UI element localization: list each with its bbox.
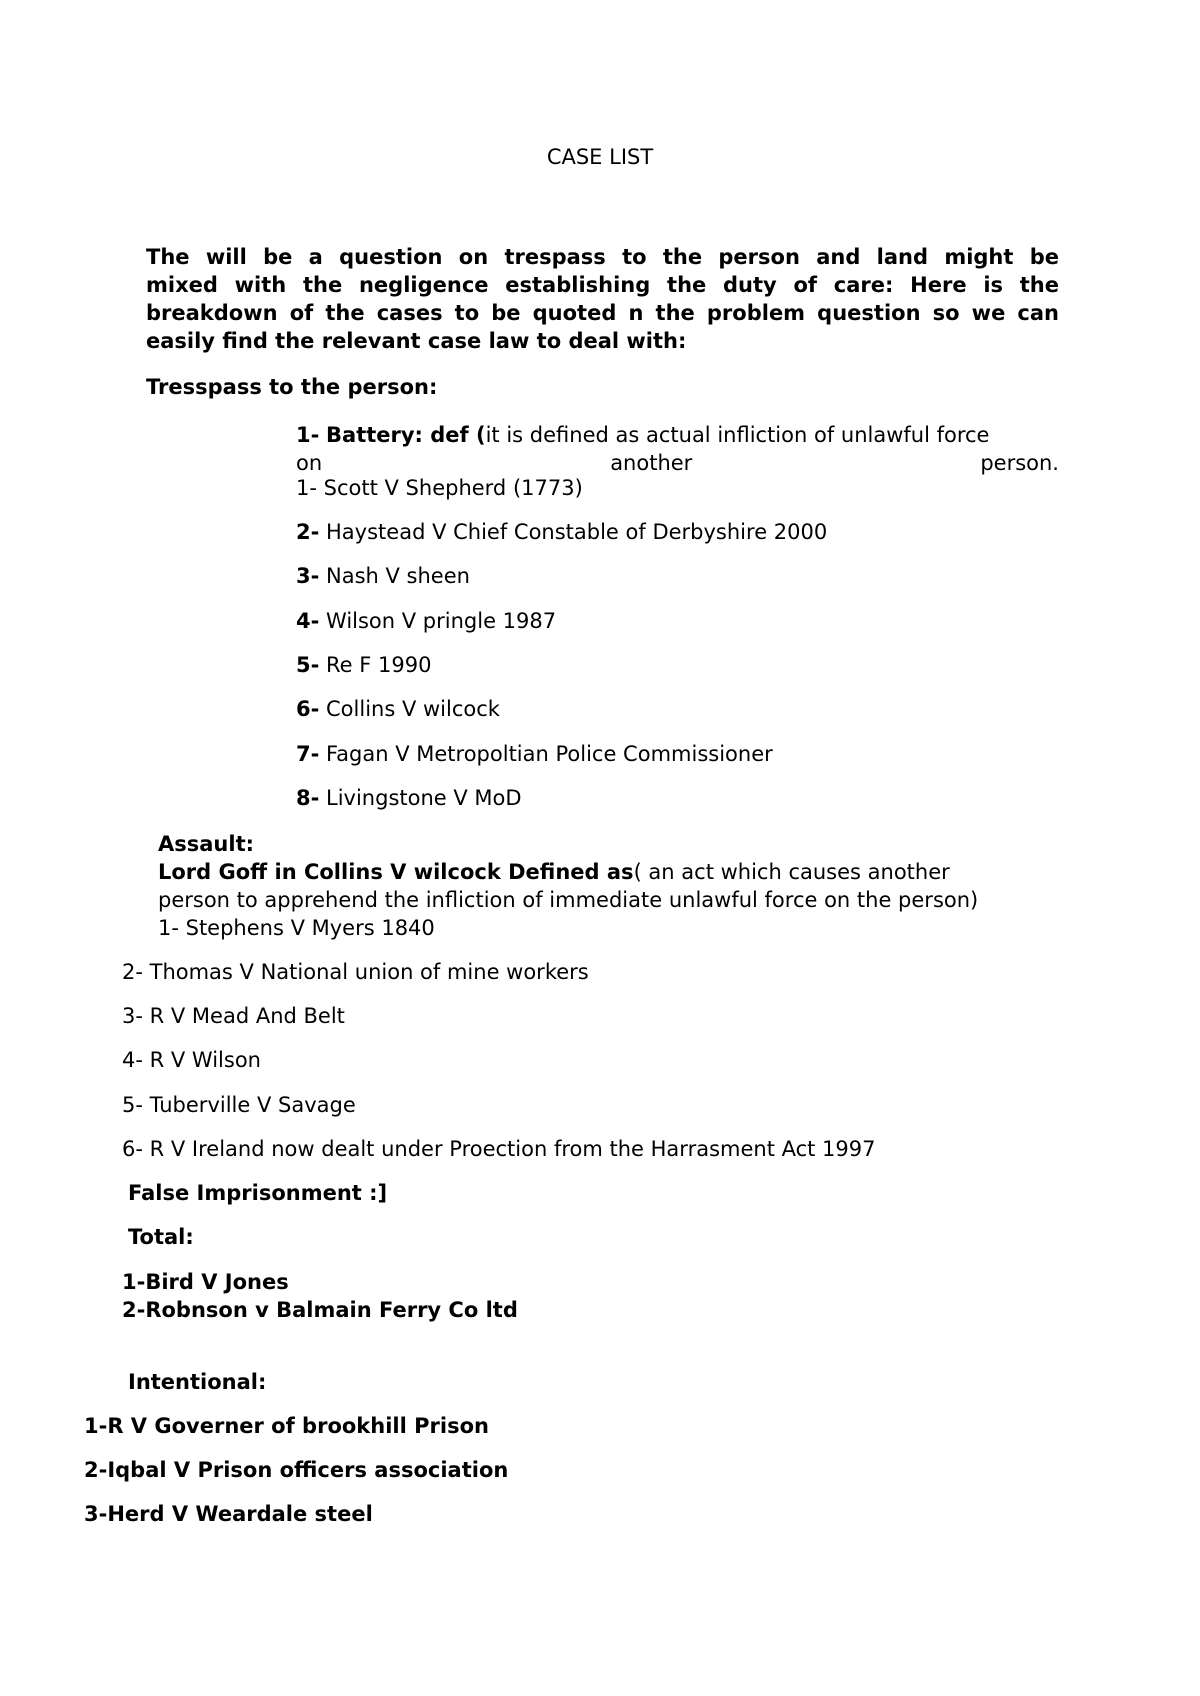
list-item: 7- Fagan V Metropoltian Police Commissioner	[296, 742, 773, 766]
list-item: 1-R V Governer of brookhill Prison	[84, 1414, 489, 1438]
list-item: 3- Nash V sheen	[296, 564, 470, 588]
battery-definition	[296, 421, 1059, 477]
list-item: 2- Thomas V National union of mine workers	[122, 960, 589, 984]
intro-line: mixed with the negligence establishing the duty of care: Here is the	[146, 273, 1059, 297]
intro-paragraph	[146, 243, 1059, 355]
intro-line: easily find the relevant case law to deal with:	[146, 329, 687, 353]
total-heading: Total:	[128, 1225, 194, 1249]
list-item: 2-Iqbal V Prison officers association	[84, 1458, 509, 1482]
battery-def-word: person.	[980, 451, 1059, 475]
trespass-heading: Tresspass to the person:	[146, 375, 438, 399]
false-imprisonment-heading: False Imprisonment :]	[128, 1181, 388, 1205]
list-item: 1-Bird V Jones	[122, 1270, 289, 1294]
assault-heading: Assault:	[158, 832, 255, 856]
list-item: 1- Stephens V Myers 1840	[158, 916, 435, 940]
battery-number: 1-	[296, 423, 320, 447]
list-item: 4- Wilson V pringle 1987	[296, 609, 557, 633]
list-item: 4- R V Wilson	[122, 1048, 261, 1072]
battery-def-word: on	[296, 451, 323, 475]
assault-definition: Lord Goff in Collins V wilcock Defined as( an act which causes another	[158, 860, 950, 884]
list-item: 5- Re F 1990	[296, 653, 432, 677]
list-item: 2-Robnson v Balmain Ferry Co ltd	[122, 1298, 518, 1322]
list-item: 6- Collins V wilcock	[296, 697, 500, 721]
list-item: 3-Herd V Weardale steel	[84, 1502, 373, 1526]
battery-label: Battery: def (	[326, 423, 486, 447]
list-item: 5- Tuberville V Savage	[122, 1093, 356, 1117]
intro-line: The will be a question on trespass to the person and land might be	[146, 245, 1059, 269]
list-item: 6- R V Ireland now dealt under Proection from the Harrasment Act 1997	[122, 1137, 876, 1161]
intentional-heading: Intentional:	[128, 1370, 267, 1394]
assault-definition-cont: person to apprehend the infliction of immediate unlawful force on the person)	[158, 888, 979, 912]
list-item: 3- R V Mead And Belt	[122, 1004, 345, 1028]
battery-def-word: another	[610, 451, 693, 475]
battery-def-text: it is defined as actual infliction of unlawful force	[485, 423, 990, 447]
list-item: 2- Haystead V Chief Constable of Derbyshire 2000	[296, 520, 828, 544]
list-item: 8- Livingstone V MoD	[296, 786, 522, 810]
intro-line: breakdown of the cases to be quoted n the problem question so we can	[146, 301, 1059, 325]
list-item: 1- Scott V Shepherd (1773)	[296, 476, 583, 500]
page-title: CASE LIST	[546, 145, 654, 169]
